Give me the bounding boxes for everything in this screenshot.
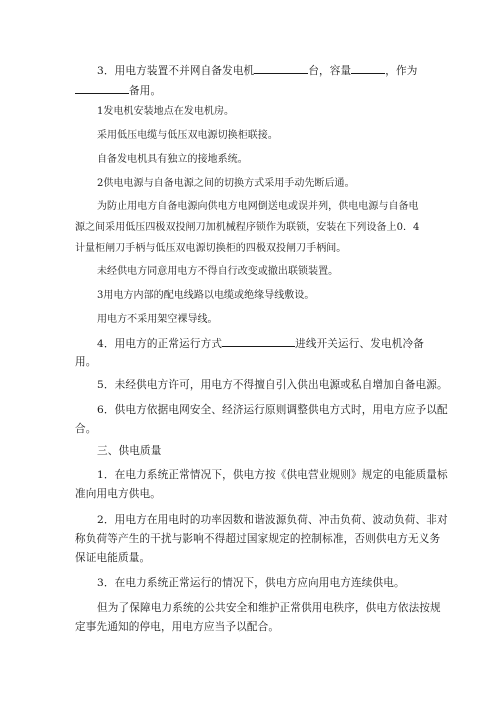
clause-6-line-1: 6．供电方依据电网安全、经济运行原则调整供电方式时，用电方应予以配 <box>97 404 448 416</box>
clause-4-text-b: 进线开关运行、发电机冷备 <box>295 338 425 350</box>
item-no-bare-conductors: 用电方不采用架空裸导线。 <box>97 314 218 325</box>
interlock-paragraph-line-3: 计量柜闸刀手柄与低压双电源切换柜的四极双投闸刀手柄间。 <box>75 243 347 254</box>
clause-6-line-2: 合。 <box>75 423 97 435</box>
clause-4-text-a: 4．用电方的正常运行方式 <box>97 338 223 350</box>
quality-clause-1-line-2: 准向用电方供电。 <box>75 488 161 500</box>
quality-paragraph-line-1: 但为了保障电力系统的公共安全和维护正常供用电秩序，供电方依法按规 <box>97 602 441 614</box>
quality-clause-3: 3．在电力系统正常运行的情况下，供电方应向用电方连续供电。 <box>97 577 405 589</box>
quality-clause-1-line-1: 1．在电力系统正常情况下，供电方按《供电营业规则》规定的电能质量标 <box>97 469 448 481</box>
clause-5: 5．未经供电方许可，用电方不得擅自引入供出电源或私自增加自备电源。 <box>97 379 448 391</box>
clause-3-line-2 <box>75 82 435 98</box>
interlock-paragraph-line-1: 为防止用电方自备电源向供电方电网倒送电或误并列，供电电源与自备电 <box>97 201 419 212</box>
interlock-paragraph-line-2: 源之间采用低压四极双投闸刀加机械程序锁作为联锁，安装在下列设备上0．4 <box>75 222 420 233</box>
backup-purpose-blank <box>75 82 129 94</box>
section-3-heading: 三、供电质量 <box>97 445 162 457</box>
item-generator-location: 1发电机安装地点在发电机房。 <box>97 106 235 117</box>
item-cable-connection: 采用低压电缆与低压双电源切换柜联接。 <box>97 130 278 141</box>
clause-4-line-2: 用。 <box>75 356 97 368</box>
clause-3-text-a: 3．用电方装置不并网自备发电机 <box>97 65 255 77</box>
clause-4-line-1 <box>97 335 457 351</box>
operation-mode-blank <box>222 335 295 347</box>
clause-3-line-1 <box>97 62 457 78</box>
item-grounding-system: 自备发电机具有独立的接地系统。 <box>97 154 248 165</box>
quality-clause-2-line-3: 保证电能质量。 <box>75 552 151 564</box>
item-interlock-change: 未经供电方同意用电方不得自行改变或撤出联锁装置。 <box>97 266 339 277</box>
quality-clause-2-line-1: 2．用电方在用电时的功率因数和谐波源负荷、冲击负荷、波动负荷、非对 <box>97 514 448 526</box>
quality-clause-2-line-2: 称负荷等产生的干扰与影响不得超过国家规定的控制标准，否则供电方无义务 <box>75 533 441 545</box>
clause-3-text-c: ，作为 <box>385 65 418 77</box>
generator-count-blank <box>254 62 308 74</box>
quality-paragraph-line-2: 定事先通知的停电，用电方应当予以配合。 <box>75 621 280 633</box>
clause-3-text-d: 备用。 <box>129 85 162 97</box>
item-switching-method: 2供电电源与自备电源之间的切换方式采用手动先断后通。 <box>97 178 355 189</box>
item-internal-wiring: 3用电方内部的配电线路以电缆或绝缘导线敷设。 <box>97 290 315 301</box>
capacity-blank <box>351 62 385 74</box>
clause-3-text-b: 台，容量 <box>308 65 352 77</box>
